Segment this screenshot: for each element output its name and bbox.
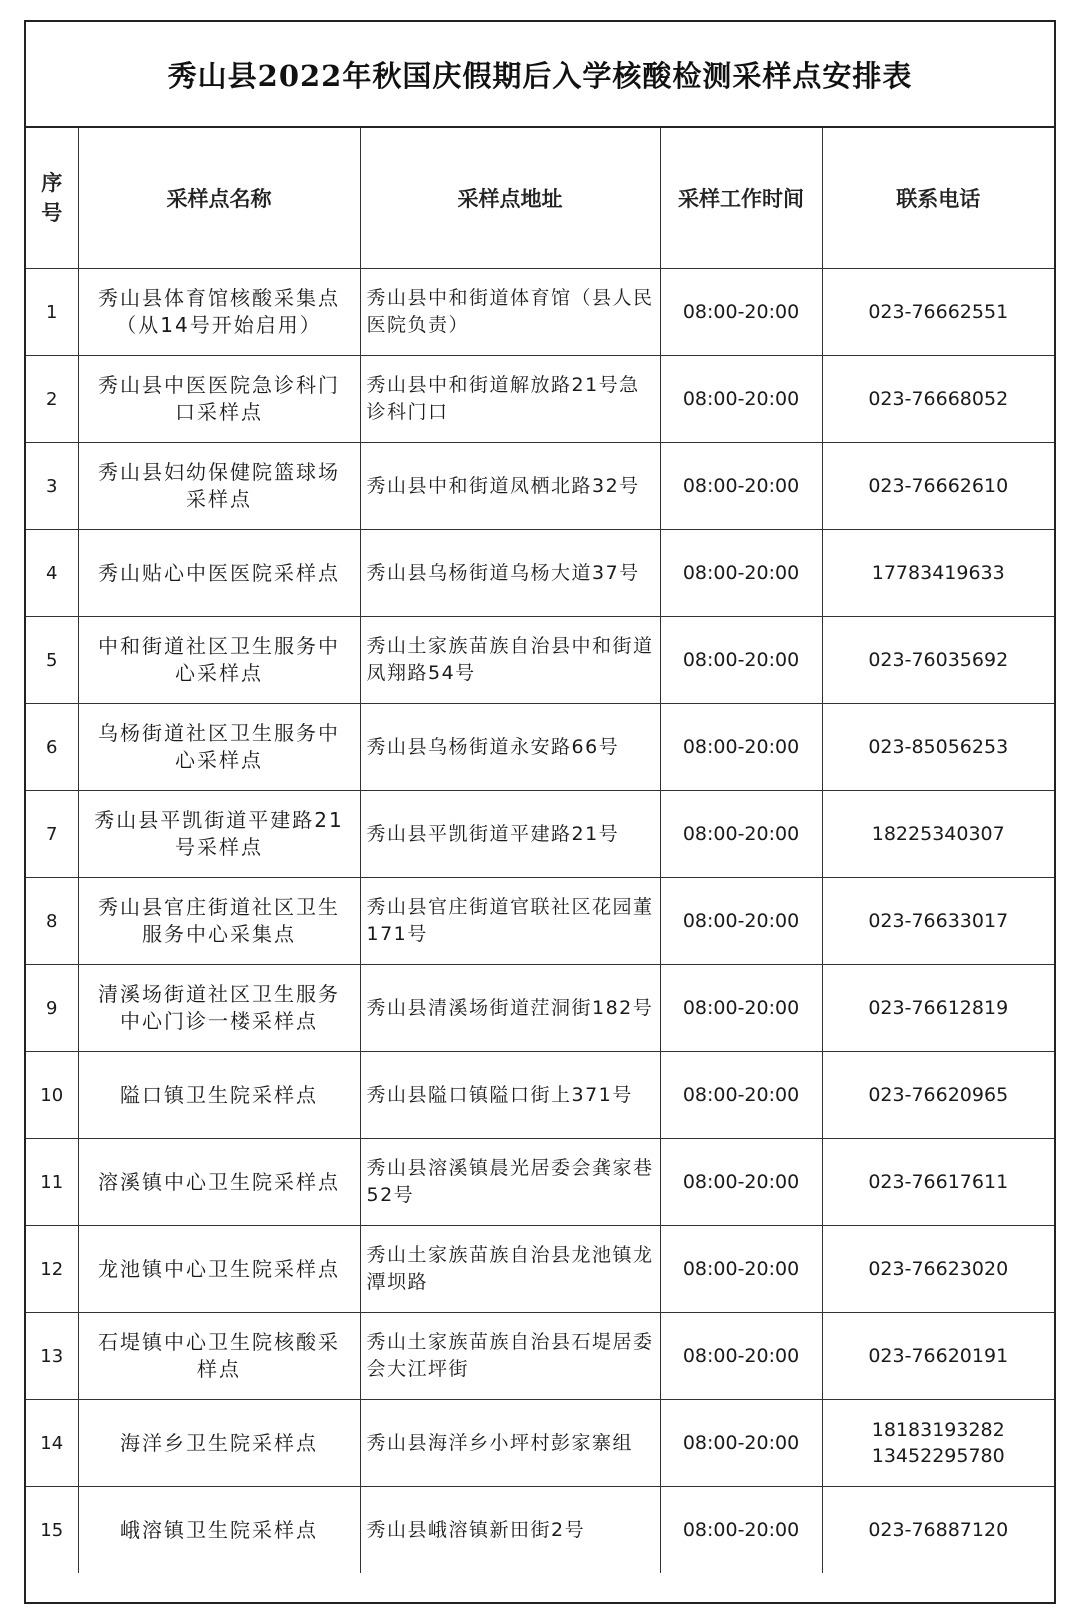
row-phone: 023-76668052 — [822, 356, 1054, 443]
row-site-address: 秀山土家族苗族自治县龙池镇龙潭坝路 — [360, 1226, 660, 1313]
row-work-time: 08:00-20:00 — [660, 1313, 822, 1400]
row-site-address: 秀山县中和街道凤栖北路32号 — [360, 443, 660, 530]
row-phone: 17783419633 — [822, 530, 1054, 617]
row-site-name: 秀山贴心中医医院采样点 — [78, 530, 360, 617]
header-name: 采样点名称 — [78, 128, 360, 269]
row-site-name: 龙池镇中心卫生院采样点 — [78, 1226, 360, 1313]
row-work-time: 08:00-20:00 — [660, 704, 822, 791]
schedule-sheet — [24, 20, 1056, 1604]
row-work-time: 08:00-20:00 — [660, 878, 822, 965]
row-work-time: 08:00-20:00 — [660, 1226, 822, 1313]
row-site-address: 秀山县峨溶镇新田街2号 — [360, 1487, 660, 1574]
row-work-time: 08:00-20:00 — [660, 617, 822, 704]
row-site-address: 秀山县中和街道体育馆（县人民医院负责） — [360, 269, 660, 356]
header-index-line1: 序 — [41, 171, 63, 195]
row-index: 10 — [26, 1052, 78, 1139]
row-phone: 023-76620965 — [822, 1052, 1054, 1139]
header-index — [26, 128, 78, 269]
row-phone: 023-76633017 — [822, 878, 1054, 965]
row-phone: 023-76623020 — [822, 1226, 1054, 1313]
row-site-name: 中和街道社区卫生服务中心采样点 — [78, 617, 360, 704]
header-phone: 联系电话 — [822, 128, 1054, 269]
row-work-time: 08:00-20:00 — [660, 443, 822, 530]
row-work-time: 08:00-20:00 — [660, 356, 822, 443]
row-site-name: 清溪场街道社区卫生服务中心门诊一楼采样点 — [78, 965, 360, 1052]
row-phone: 023-76617611 — [822, 1139, 1054, 1226]
table-row — [26, 878, 1054, 965]
row-index: 4 — [26, 530, 78, 617]
row-site-name: 秀山县妇幼保健院篮球场采样点 — [78, 443, 360, 530]
row-index: 5 — [26, 617, 78, 704]
row-site-name: 海洋乡卫生院采样点 — [78, 1400, 360, 1487]
row-site-name: 秀山县官庄街道社区卫生服务中心采集点 — [78, 878, 360, 965]
row-work-time: 08:00-20:00 — [660, 530, 822, 617]
row-site-address: 秀山土家族苗族自治县石堤居委会大江坪街 — [360, 1313, 660, 1400]
row-work-time: 08:00-20:00 — [660, 791, 822, 878]
row-work-time: 08:00-20:00 — [660, 269, 822, 356]
row-index: 14 — [26, 1400, 78, 1487]
row-index: 9 — [26, 965, 78, 1052]
row-site-address: 秀山县隘口镇隘口街上371号 — [360, 1052, 660, 1139]
table-row — [26, 443, 1054, 530]
page-title: 秀山县2022年秋国庆假期后入学核酸检测采样点安排表 — [167, 58, 913, 93]
row-index: 12 — [26, 1226, 78, 1313]
title-bar — [26, 22, 1054, 128]
row-site-name: 秀山县平凯街道平建路21号采样点 — [78, 791, 360, 878]
header-time: 采样工作时间 — [660, 128, 822, 269]
row-phone: 023-76612819 — [822, 965, 1054, 1052]
table-row — [26, 617, 1054, 704]
table-row — [26, 1487, 1054, 1574]
row-site-name: 隘口镇卫生院采样点 — [78, 1052, 360, 1139]
table-row — [26, 965, 1054, 1052]
table-row — [26, 1052, 1054, 1139]
table-row — [26, 1226, 1054, 1313]
row-site-address: 秀山县中和街道解放路21号急诊科门口 — [360, 356, 660, 443]
row-phone: 023-76887120 — [822, 1487, 1054, 1574]
row-site-name: 秀山县中医医院急诊科门口采样点 — [78, 356, 360, 443]
row-site-address: 秀山县平凯街道平建路21号 — [360, 791, 660, 878]
row-site-name: 秀山县体育馆核酸采集点（从14号开始启用） — [78, 269, 360, 356]
row-index: 15 — [26, 1487, 78, 1574]
header-index-line2: 号 — [41, 201, 63, 225]
row-index: 6 — [26, 704, 78, 791]
table-row — [26, 530, 1054, 617]
row-site-address: 秀山县乌杨街道永安路66号 — [360, 704, 660, 791]
header-address: 采样点地址 — [360, 128, 660, 269]
row-phone: 18225340307 — [822, 791, 1054, 878]
row-work-time: 08:00-20:00 — [660, 1052, 822, 1139]
table-row — [26, 356, 1054, 443]
row-site-address: 秀山县海洋乡小坪村彭家寨组 — [360, 1400, 660, 1487]
row-index: 8 — [26, 878, 78, 965]
row-work-time: 08:00-20:00 — [660, 1139, 822, 1226]
table-row — [26, 1313, 1054, 1400]
row-work-time: 08:00-20:00 — [660, 1400, 822, 1487]
row-phone: 023-76662610 — [822, 443, 1054, 530]
row-site-address: 秀山土家族苗族自治县中和街道凤翔路54号 — [360, 617, 660, 704]
row-phone: 023-76035692 — [822, 617, 1054, 704]
row-site-address: 秀山县乌杨街道乌杨大道37号 — [360, 530, 660, 617]
table-row — [26, 704, 1054, 791]
row-index: 13 — [26, 1313, 78, 1400]
row-site-name: 峨溶镇卫生院采样点 — [78, 1487, 360, 1574]
row-site-name: 石堤镇中心卫生院核酸采样点 — [78, 1313, 360, 1400]
table-row — [26, 791, 1054, 878]
row-phone: 023-76662551 — [822, 269, 1054, 356]
row-index: 7 — [26, 791, 78, 878]
row-phone: 023-85056253 — [822, 704, 1054, 791]
row-site-name: 乌杨街道社区卫生服务中心采样点 — [78, 704, 360, 791]
row-index: 3 — [26, 443, 78, 530]
row-phone: 18183193282 13452295780 — [822, 1400, 1054, 1487]
row-site-address: 秀山县清溪场街道茳洞街182号 — [360, 965, 660, 1052]
row-site-name: 溶溪镇中心卫生院采样点 — [78, 1139, 360, 1226]
table-row — [26, 1139, 1054, 1226]
row-index: 11 — [26, 1139, 78, 1226]
row-site-address: 秀山县溶溪镇晨光居委会龚家巷52号 — [360, 1139, 660, 1226]
row-work-time: 08:00-20:00 — [660, 965, 822, 1052]
row-index: 2 — [26, 356, 78, 443]
row-site-address: 秀山县官庄街道官联社区花园董171号 — [360, 878, 660, 965]
table-row — [26, 269, 1054, 356]
sampling-points-table — [26, 128, 1054, 1573]
table-header-row — [26, 128, 1054, 269]
row-phone: 023-76620191 — [822, 1313, 1054, 1400]
table-row — [26, 1400, 1054, 1487]
row-index: 1 — [26, 269, 78, 356]
row-work-time: 08:00-20:00 — [660, 1487, 822, 1574]
